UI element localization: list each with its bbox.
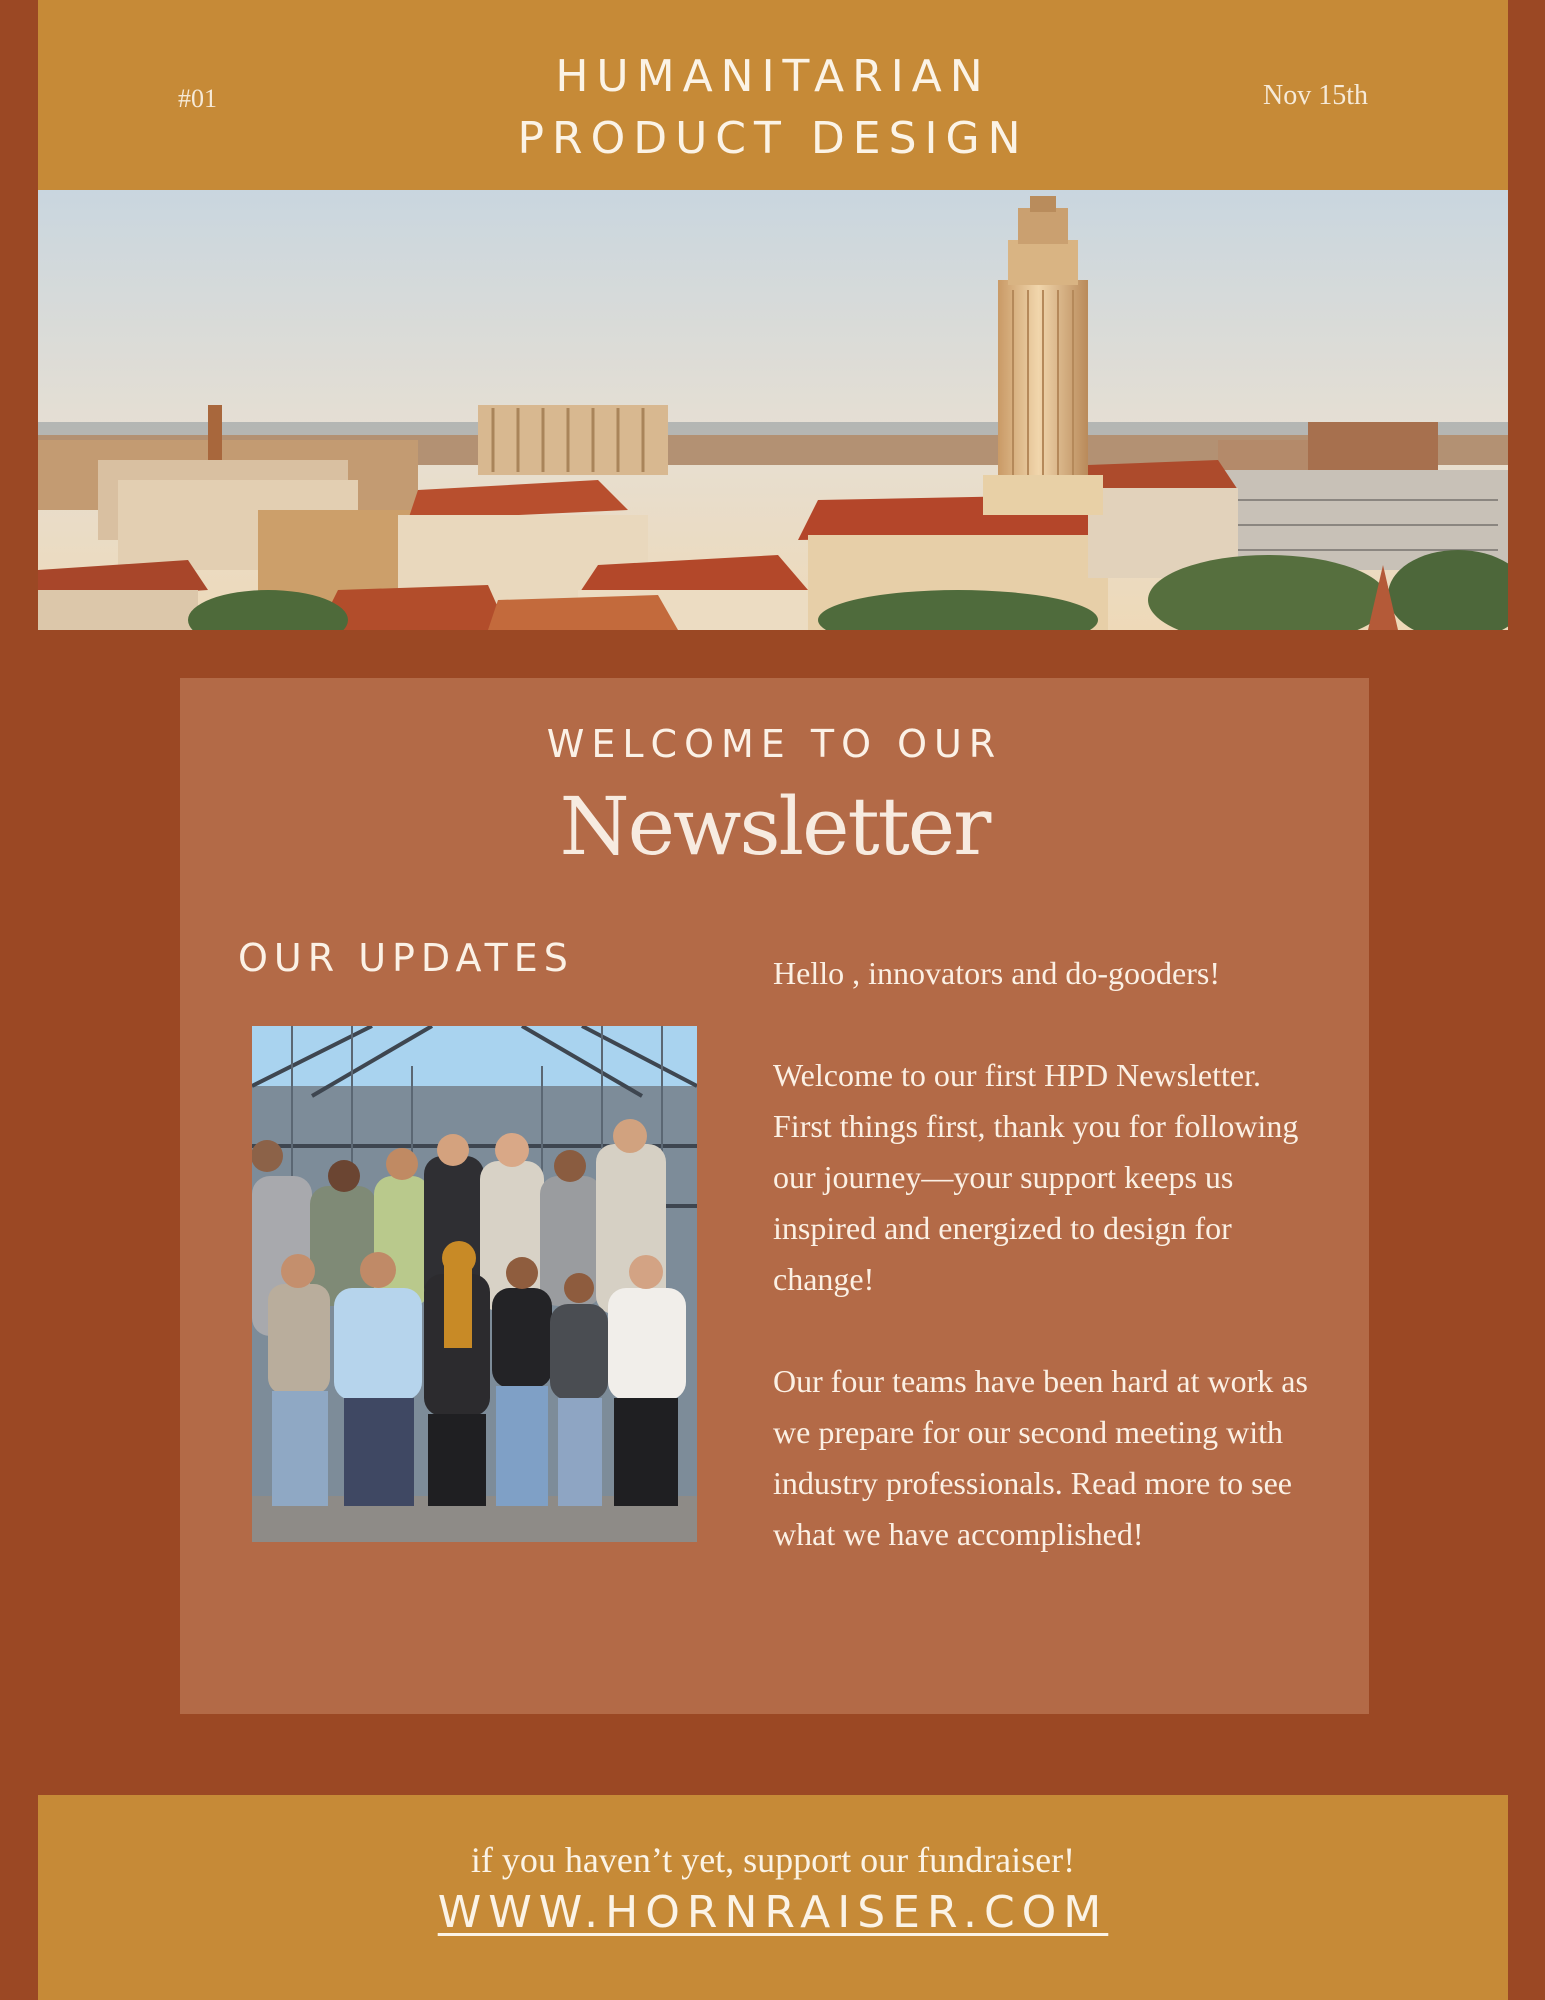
newsletter-card (180, 678, 1369, 1714)
issue-date: Nov 15th (1263, 80, 1368, 111)
intro-body (773, 948, 1313, 1560)
issue-number: #01 (178, 84, 217, 113)
team-group-illustration (252, 1026, 697, 1542)
footer-band (38, 1795, 1508, 2000)
updates-heading: OUR UPDATES (238, 936, 574, 980)
welcome-kicker: WELCOME TO OUR (546, 722, 1003, 766)
team-group-photo (252, 1026, 697, 1542)
header-band (38, 0, 1508, 190)
brand-line-1: HUMANITARIAN (555, 51, 991, 102)
campus-skyline-photo (38, 190, 1508, 630)
hornraiser-link[interactable]: WWW.HORNRAISER.COM (437, 1887, 1109, 1938)
greeting-paragraph: Hello , innovators and do-gooders! (773, 955, 1221, 991)
brand-line-2: PRODUCT DESIGN (517, 113, 1029, 164)
campus-skyline-illustration (38, 190, 1508, 630)
teams-paragraph: Our four teams have been hard at work as we prepare for our second meeting with industry professionals. Read more to see what we have accomplished! (773, 1363, 1308, 1552)
newsletter-title: Newsletter (559, 780, 990, 873)
welcome-paragraph: Welcome to our first HPD Newsletter. First things first, thank you for following our journey—your support keeps us inspired and energized to design for change! (773, 1057, 1299, 1297)
fundraiser-cta: if you haven’t yet, support our fundraiser! (470, 1840, 1076, 1880)
